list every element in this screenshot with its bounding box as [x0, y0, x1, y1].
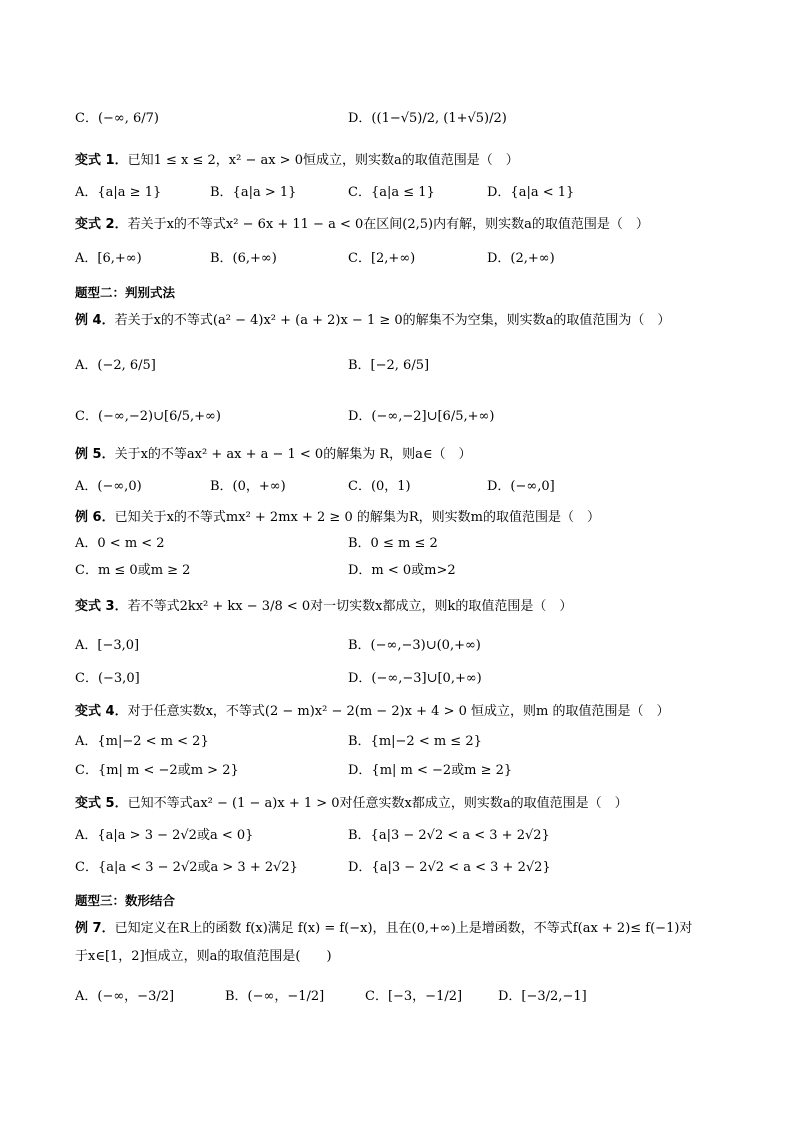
variant-5-option-c[interactable]: C．{a|a < 3 − 2√2或a > 3 + 2√2}: [75, 860, 298, 875]
example-5-text: 关于x的不等ax² + ax + a − 1 < 0的解集为 R，则a∈（ ）: [114, 447, 472, 462]
variant-1-label: 变式 1．: [75, 153, 128, 168]
example-4-text: 若关于x的不等式(a² − 4)x² + (a + 2)x − 1 ≥ 0的解集不为空集，则实数a的取值范围为（ ）: [114, 313, 671, 328]
section-heading-3: 题型三：数形结合: [75, 893, 176, 908]
variant-2-option-c[interactable]: C．[2,+∞): [348, 251, 416, 266]
variant-2-option-b[interactable]: B．(6,+∞): [210, 251, 277, 266]
variant-1-option-a[interactable]: A．{a|a ≥ 1}: [75, 185, 162, 200]
example-7-option-a[interactable]: A．(−∞，−3/2]: [75, 989, 175, 1004]
example-5-option-d[interactable]: D．(−∞,0]: [487, 479, 555, 494]
example-7-option-c[interactable]: C．[−3，−1/2]: [365, 989, 463, 1004]
example-7-text-2: 于x∈[1，2]恒成立，则a的取值范围是( ): [75, 949, 332, 964]
example-4-option-a[interactable]: A．(−2, 6/5]: [75, 358, 156, 373]
variant-4-stem: [75, 703, 669, 721]
variant-5-option-a[interactable]: A．{a|a > 3 − 2√2或a < 0}: [75, 828, 254, 843]
example-6-option-a[interactable]: A．0 < m < 2: [75, 536, 165, 551]
example-5-option-b[interactable]: B．(0，+∞): [210, 479, 286, 494]
example-6-text: 已知关于x的不等式mx² + 2mx + 2 ≥ 0 的解集为R，则实数m的取值范围是（ ）: [114, 510, 600, 525]
variant-2-stem: [75, 216, 649, 234]
example-6-stem: [75, 509, 600, 527]
variant-3-option-c[interactable]: C．(−3,0]: [75, 671, 140, 686]
variant-3-option-b[interactable]: B．(−∞,−3)∪(0,+∞): [348, 638, 481, 653]
example-4-label: 例 4．: [75, 313, 115, 328]
variant-1-option-c[interactable]: C．{a|a ≤ 1}: [348, 185, 435, 200]
variant-4-option-b[interactable]: B．{m|−2 < m ≤ 2}: [348, 734, 482, 749]
q3-option-d[interactable]: D．((1−√5)/2, (1+√5)/2): [348, 111, 507, 126]
variant-1-stem: [75, 152, 519, 170]
variant-2-option-a[interactable]: A．[6,+∞): [75, 251, 142, 266]
example-7-text-1: 已知定义在R上的函数 f(x)满足 f(x) = f(−x)，且在(0,+∞)上是增函数，不等式f(ax + 2)≤ f(−1)对: [114, 921, 693, 936]
variant-2-option-d[interactable]: D．(2,+∞): [487, 251, 555, 266]
example-4-option-b[interactable]: B．[−2, 6/5]: [348, 358, 430, 373]
example-6-option-b[interactable]: B．0 ≤ m ≤ 2: [348, 536, 438, 551]
variant-5-option-b[interactable]: B．{a|3 − 2√2 < a < 3 + 2√2}: [348, 828, 550, 843]
example-4-option-c[interactable]: C．(−∞,−2)∪[6/5,+∞): [75, 409, 221, 424]
example-5-option-c[interactable]: C．(0，1): [348, 479, 411, 494]
example-5-option-a[interactable]: A．(−∞,0): [75, 479, 142, 494]
example-6-label: 例 6．: [75, 510, 115, 525]
q3-option-c[interactable]: C．(−∞, 6/7): [75, 111, 159, 126]
variant-3-option-d[interactable]: D．(−∞,−3]∪[0,+∞): [348, 671, 482, 686]
variant-3-label: 变式 3．: [75, 599, 128, 614]
example-6-option-d[interactable]: D．m < 0或m>2: [348, 563, 456, 578]
variant-5-text: 已知不等式ax² − (1 − a)x + 1 > 0对任意实数x都成立，则实数a的取值范围是（ ）: [127, 796, 628, 811]
variant-5-option-d[interactable]: D．{a|3 − 2√2 < a < 3 + 2√2}: [348, 860, 551, 875]
variant-1-option-b[interactable]: B．{a|a > 1}: [210, 185, 297, 200]
example-4-option-d[interactable]: D．(−∞,−2]∪[6/5,+∞): [348, 409, 495, 424]
variant-4-text: 对于任意实数x，不等式(2 − m)x² − 2(m − 2)x + 4 > 0 恒成立，则m 的取值范围是（ ）: [127, 704, 670, 719]
example-4-stem: [75, 312, 670, 330]
variant-4-option-a[interactable]: A．{m|−2 < m < 2}: [75, 734, 209, 749]
variant-3-option-a[interactable]: A．[−3,0]: [75, 638, 140, 653]
variant-1-text: 已知1 ≤ x ≤ 2，x² − ax > 0恒成立，则实数a的取值范围是（ ）: [127, 153, 519, 168]
variant-2-text: 若关于x的不等式x² − 6x + 11 − a < 0在区间(2,5)内有解，则实数a的取值范围是（ ）: [127, 217, 649, 232]
example-7-label: 例 7．: [75, 921, 115, 936]
example-5-stem: [75, 446, 472, 464]
example-7-stem-line1: [75, 920, 692, 938]
example-5-label: 例 5．: [75, 447, 115, 462]
example-6-option-c[interactable]: C．m ≤ 0或m ≥ 2: [75, 563, 191, 578]
example-7-option-b[interactable]: B．(−∞，−1/2]: [225, 989, 325, 1004]
variant-4-label: 变式 4．: [75, 704, 128, 719]
variant-4-option-c[interactable]: C．{m| m < −2或m > 2}: [75, 763, 239, 778]
variant-1-option-d[interactable]: D．{a|a < 1}: [487, 185, 575, 200]
example-7-stem-line2: [75, 948, 332, 966]
variant-2-label: 变式 2．: [75, 217, 128, 232]
variant-5-stem: [75, 795, 628, 813]
section-heading-2: 题型二：判别式法: [75, 285, 176, 300]
variant-4-option-d[interactable]: D．{m| m < −2或m ≥ 2}: [348, 763, 513, 778]
variant-3-stem: [75, 598, 572, 616]
example-7-option-d[interactable]: D．[−3/2,−1]: [498, 989, 587, 1004]
variant-3-text: 若不等式2kx² + kx − 3/8 < 0对一切实数x都成立，则k的取值范围是（ ）: [127, 599, 573, 614]
variant-5-label: 变式 5．: [75, 796, 128, 811]
